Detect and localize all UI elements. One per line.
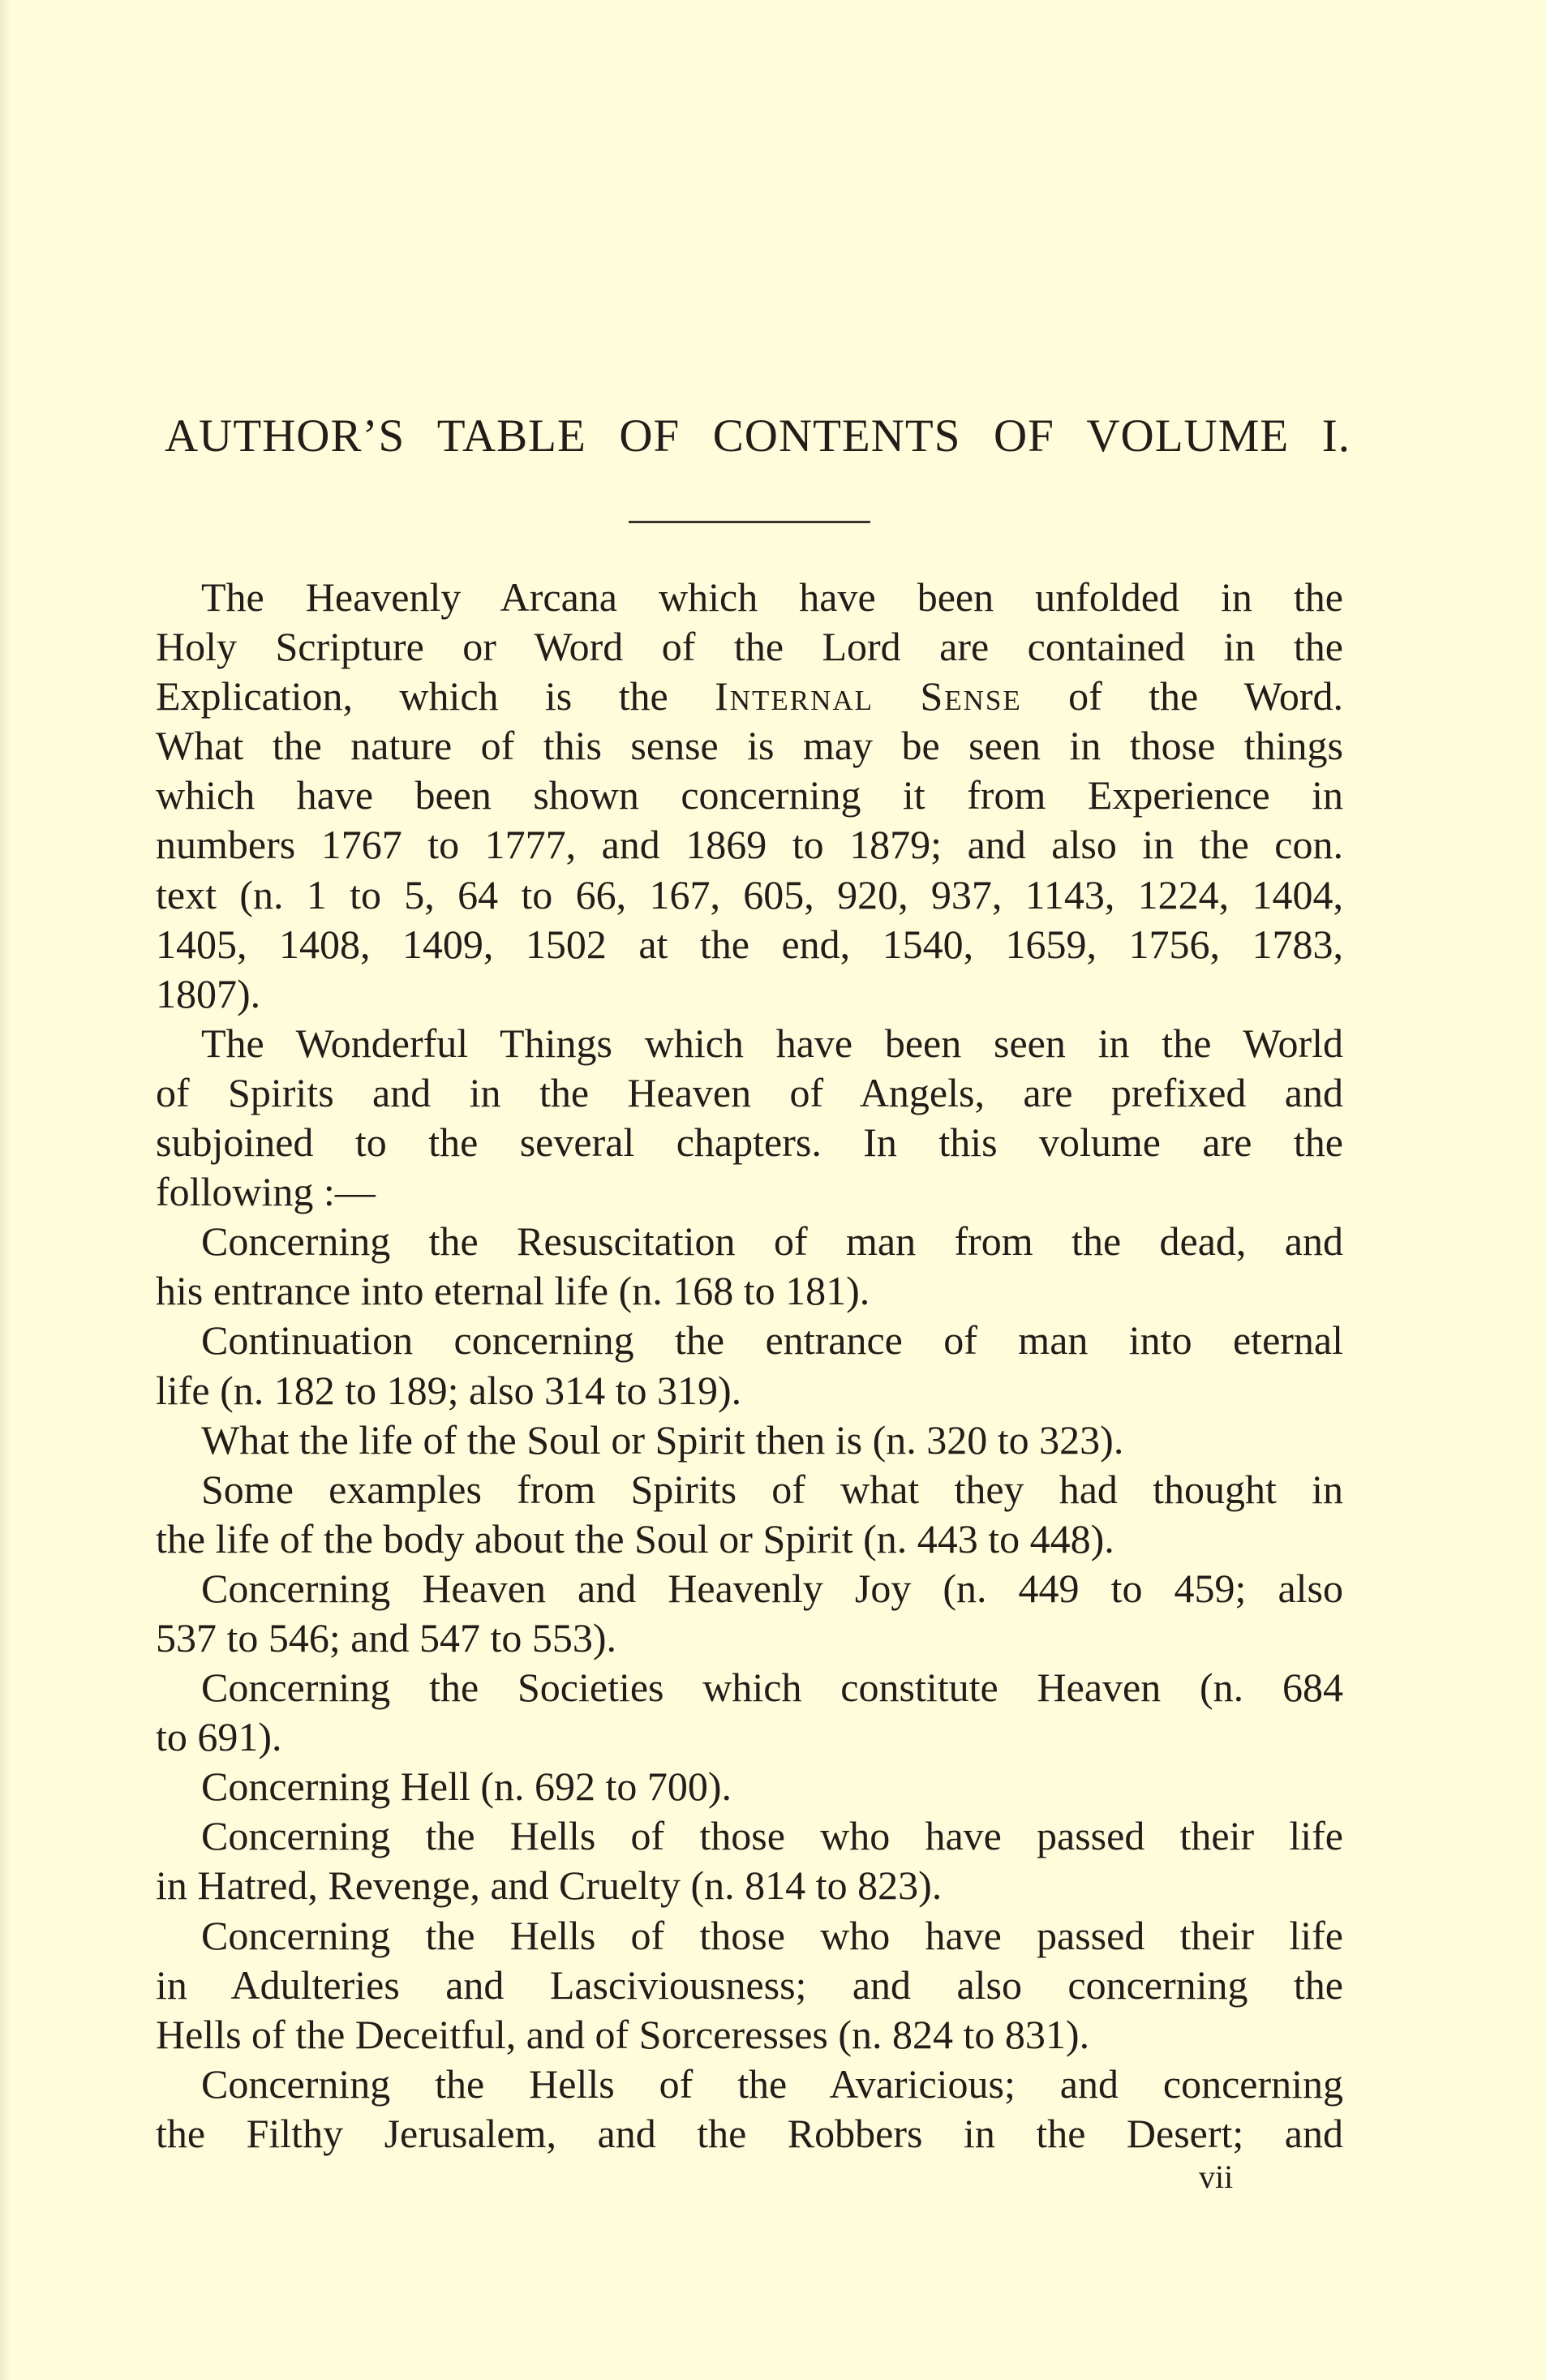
page-title: AUTHOR’S TABLE OF CONTENTS OF VOLUME I. <box>165 410 1351 462</box>
text-line: Some examples from Spirits of what they had thought in <box>201 1466 1343 1512</box>
text-line: The Heavenly Arcana which have been unfolded in the <box>201 574 1343 620</box>
text-line: life (n. 182 to 189; also 314 to 319). <box>156 1367 742 1413</box>
text-segment: Explication, which is the <box>156 673 715 720</box>
contents-entry <box>156 1316 1343 1415</box>
contents-entry <box>156 1811 1343 1910</box>
contents-entry <box>156 1911 1343 2060</box>
text-line: Hells of the Deceitful, and of Sorceresses (n. 824 to 831). <box>156 2011 1090 2057</box>
text-line: 537 to 546; and 547 to 553). <box>156 1614 617 1660</box>
text-line: Concerning Heaven and Heavenly Joy (n. 449 to 459; also <box>201 1565 1343 1611</box>
page-number: vii <box>1199 2159 1234 2195</box>
title-rule-divider <box>629 521 870 523</box>
text-line: subjoined to the several chapters. In this volume are the <box>156 1119 1343 1166</box>
text-line: Concerning the Hells of those who have passed their life <box>201 1813 1343 1859</box>
text-line: to 691). <box>156 1714 282 1760</box>
contents-entry <box>156 1217 1343 1316</box>
text-line: The Wonderful Things which have been seen in the World <box>201 1020 1343 1066</box>
text-segment <box>874 673 920 719</box>
text-line: Concerning Hell (n. 692 to 700). <box>201 1764 732 1810</box>
text-line: the life of the body about the Soul or Spirit (n. 443 to 448). <box>156 1515 1114 1562</box>
contents-entry <box>156 1465 1343 1564</box>
paragraph-wonderful-things <box>156 1019 1343 1217</box>
text-line: the Filthy Jerusalem, and the Robbers in the Desert; and <box>156 2110 1343 2156</box>
text-line: Concerning the Resuscitation of man from the dead, and <box>201 1218 1343 1265</box>
text-segment: of the Word. <box>1021 673 1344 720</box>
text-line <box>156 672 1343 721</box>
contents-entry <box>156 1564 1343 1663</box>
text-line: which have been shown concerning it from Experience in <box>156 772 1343 818</box>
text-line: 1807). <box>156 970 261 1016</box>
page-edge <box>0 0 11 2380</box>
text-line: 1405, 1408, 1409, 1502 at the end, 1540, 1659, 1756, 1783, <box>156 921 1343 967</box>
text-line: text (n. 1 to 5, 64 to 66, 167, 605, 920, 937, 1143, 1224, 1404, <box>156 871 1343 917</box>
text-line: What the life of the Soul or Spirit then is (n. 320 to 323). <box>201 1416 1124 1463</box>
contents-entry <box>156 1762 1343 1811</box>
paragraph-internal-sense <box>156 573 1343 1019</box>
text-line: numbers 1767 to 1777, and 1869 to 1879; and also in the con. <box>156 822 1343 868</box>
text-line: following :— <box>156 1169 376 1215</box>
text-line: Concerning the Hells of those who have passed their life <box>201 1912 1343 1958</box>
small-caps-term: Internal <box>715 673 874 720</box>
text-line: his entrance into eternal life (n. 168 to 181). <box>156 1268 870 1314</box>
text-line: Concerning the Societies which constitute Heaven (n. 684 <box>201 1665 1343 1711</box>
text-line: in Adulteries and Lasciviousness; and also concerning the <box>156 1961 1343 2008</box>
text-line: Continuation concerning the entrance of man into eternal <box>201 1317 1343 1364</box>
contents-entry <box>156 2060 1343 2159</box>
contents-entry <box>156 1416 1343 1465</box>
text-line: Holy Scripture or Word of the Lord are contained in the <box>156 624 1343 670</box>
contents-body <box>156 573 1343 2159</box>
text-line: Concerning the Hells of the Avaricious; and concerning <box>201 2060 1343 2107</box>
small-caps-term: Sense <box>920 673 1022 720</box>
contents-entry <box>156 1663 1343 1762</box>
text-line: in Hatred, Revenge, and Cruelty (n. 814 to 823). <box>156 1862 943 1909</box>
text-line: of Spirits and in the Heaven of Angels, are prefixed and <box>156 1069 1343 1115</box>
text-line: What the nature of this sense is may be seen in those things <box>156 723 1343 769</box>
